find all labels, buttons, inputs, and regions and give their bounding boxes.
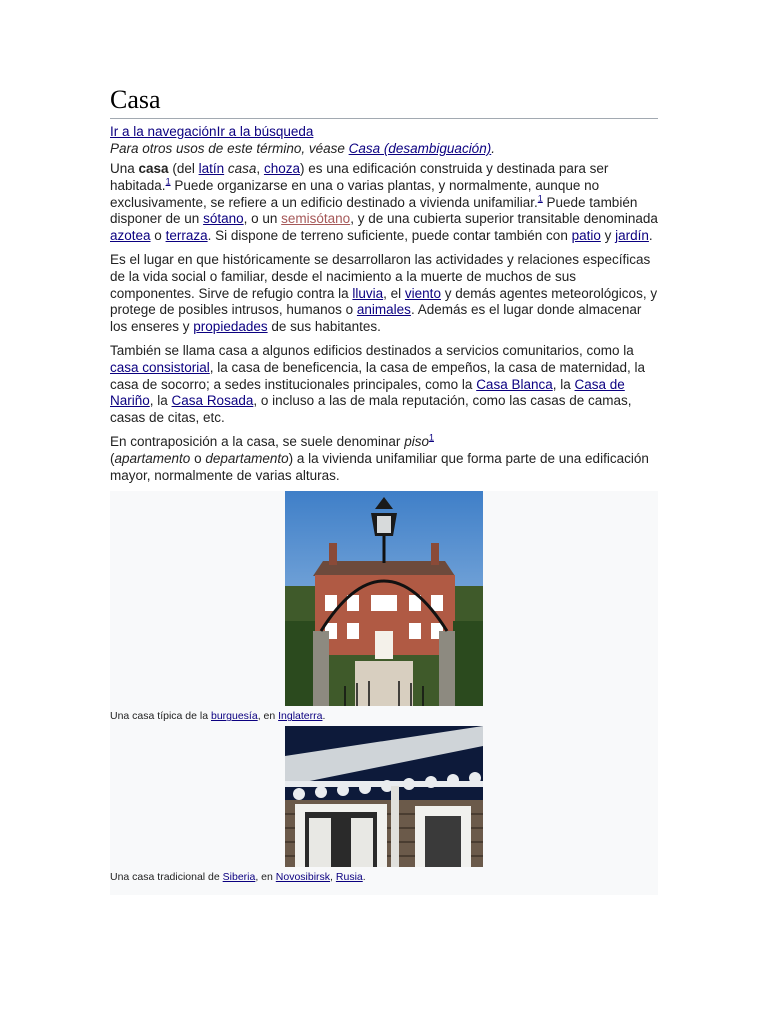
paragraph-3 xyxy=(110,343,658,427)
text: Puede organizarse en una o varias plantas, y normalmente, aunque no exclusivamente, se refiere a un edificio destinado a vivienda unifamiliar. xyxy=(110,177,600,210)
text: , xyxy=(256,161,264,176)
text: y demás agentes meteorológicos, y protege de posibles intrusos, humanos o xyxy=(110,285,658,318)
text: , o incluso a las de mala reputación, como las casas de camas, casas de citas, etc. xyxy=(110,393,632,426)
link-terraza[interactable]: terraza xyxy=(165,228,208,244)
link-siberia[interactable]: Siberia xyxy=(222,871,256,884)
text: . xyxy=(648,228,653,244)
disambiguation-link[interactable]: Casa (desambiguación) xyxy=(348,141,492,156)
text: ( xyxy=(110,450,115,466)
figure-caption-2 xyxy=(110,867,658,887)
text: Es el lugar en que históricamente se desarrollaron las actividades y relaciones específicas de la vida social o familiar, desde el nacimiento a la muerte de muchos de sus componentes. Sirve de refugio contra la xyxy=(110,251,651,301)
link-animales[interactable]: animales xyxy=(356,302,411,318)
siberian-house-photo[interactable] xyxy=(285,726,483,867)
link-novosibirsk[interactable]: Novosibirsk xyxy=(275,871,331,884)
text: ) es una edificación construida y destinada para ser habitada. xyxy=(110,161,609,193)
link-patio[interactable]: patio xyxy=(571,228,601,244)
text: , y de una cubierta superior transitable denominada xyxy=(350,211,658,227)
text: y xyxy=(600,228,616,244)
text: , en xyxy=(257,710,279,723)
link-sotano[interactable]: sótano xyxy=(203,211,244,227)
reference-link[interactable]: 1 xyxy=(428,432,434,443)
text: o xyxy=(190,450,206,466)
reference-link[interactable]: 1 xyxy=(165,176,171,187)
reference-link[interactable]: 1 xyxy=(537,193,543,204)
link-latin[interactable]: latín xyxy=(198,161,225,176)
text: . Además es el lugar donde almacenar los enseres y xyxy=(110,302,642,335)
jump-links xyxy=(110,123,658,140)
link-lluvia[interactable]: lluvia xyxy=(352,285,384,301)
italic-term: apartamento xyxy=(114,450,191,466)
bold-term: casa xyxy=(138,161,169,176)
hatnote-end: . xyxy=(491,141,495,156)
image-gallery xyxy=(110,491,658,895)
text: , la xyxy=(149,393,172,409)
text: o xyxy=(150,228,166,244)
text: . xyxy=(322,710,326,723)
text: , en xyxy=(255,871,276,884)
link-casa-rosada[interactable]: Casa Rosada xyxy=(171,393,254,409)
paragraph-4 xyxy=(110,434,658,484)
reference xyxy=(429,432,434,442)
italic-term: piso xyxy=(404,433,429,449)
jump-to-search-link[interactable]: Ir a la búsqueda xyxy=(216,124,314,139)
link-casa-de-narino[interactable]: Casa de Nariño xyxy=(110,376,625,409)
link-inglaterra[interactable]: Inglaterra xyxy=(278,710,323,723)
page-title: Casa xyxy=(110,84,658,119)
figure-caption-1 xyxy=(110,706,658,726)
link-rusia[interactable]: Rusia xyxy=(335,871,363,884)
link-burguesia[interactable]: burguesía xyxy=(210,710,258,723)
text: , xyxy=(330,871,336,884)
link-azotea[interactable]: azotea xyxy=(110,228,151,244)
text: , la xyxy=(552,376,575,392)
link-choza[interactable]: choza xyxy=(263,161,300,176)
text: de sus habitantes. xyxy=(267,319,381,335)
text: También se llama casa a algunos edificios destinados a servicios comunitarios, como la xyxy=(110,342,634,358)
paragraph-1 xyxy=(110,161,658,245)
text: . Si dispone de terreno suficiente, puede contar también con xyxy=(207,228,572,244)
text: Una casa típica de la xyxy=(110,710,211,723)
link-semisotano[interactable]: semisótano xyxy=(281,211,351,227)
text: , o un xyxy=(243,211,282,227)
article xyxy=(110,84,658,895)
text: Una casa tradicional de xyxy=(110,871,223,884)
hatnote xyxy=(110,140,658,157)
hatnote-text: Para otros usos de este término, véase xyxy=(110,141,349,156)
text: Puede también disponer de un xyxy=(110,194,638,227)
text: , la casa de beneficencia, la casa de empeños, la casa de maternidad, la casa de socorro; a sedes institucionales principales, como la xyxy=(110,359,646,392)
text: . xyxy=(362,871,366,884)
text: (del xyxy=(168,161,199,176)
italic-term: casa xyxy=(227,161,257,176)
link-propiedades[interactable]: propiedades xyxy=(193,319,268,335)
text: En contraposición a la casa, se suele denominar xyxy=(110,433,405,449)
italic-term: departamento xyxy=(205,450,289,466)
link-viento[interactable]: viento xyxy=(404,285,441,301)
link-casa-blanca[interactable]: Casa Blanca xyxy=(476,376,553,392)
paragraph-2 xyxy=(110,252,658,336)
link-casa-consistorial[interactable]: casa consistorial xyxy=(110,359,210,375)
text: , el xyxy=(383,285,405,301)
text: ) a la vivienda unifamiliar que forma parte de una edificación mayor, normalmente de varias alturas. xyxy=(110,450,649,483)
english-house-photo[interactable] xyxy=(285,491,483,706)
jump-to-navigation-link[interactable]: Ir a la navegación xyxy=(110,124,217,139)
link-jardin[interactable]: jardín xyxy=(615,228,649,244)
text: Una xyxy=(110,161,139,176)
